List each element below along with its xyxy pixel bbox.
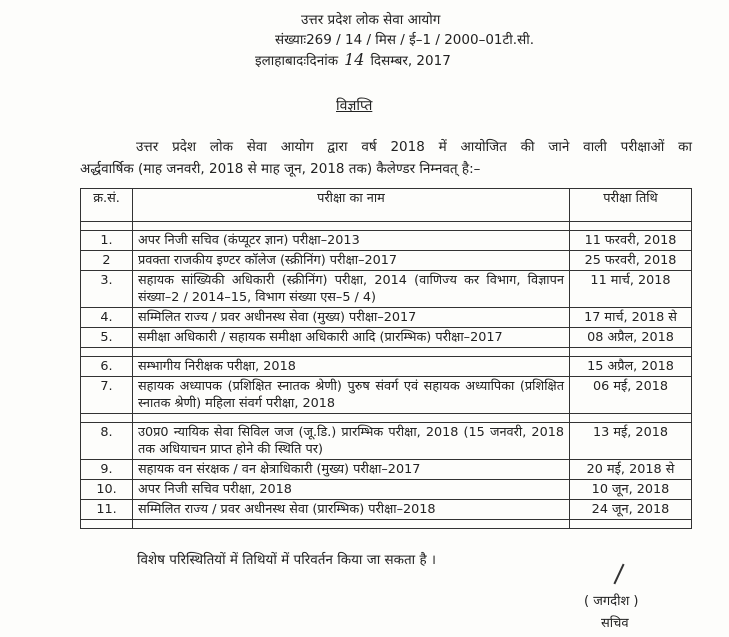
row-exam-name: समीक्षा अधिकारी / सहायक समीक्षा अधिकारी आदि (प्रारम्भिक) परीक्षा–2017 [133,328,570,348]
row-serial: 2 [81,251,133,271]
table-row [81,500,692,520]
row-exam-date: 13 मई, 2018 [570,423,692,460]
table-row [81,357,692,377]
spacer-row [81,348,692,357]
table-row [81,308,692,328]
row-exam-date: 25 फरवरी, 2018 [570,251,692,271]
row-exam-name: सहायक सांख्यिकी अधिकारी (स्क्रीनिंग) परीक्षा, 2014 (वाणिज्य कर विभाग, विज्ञापन संख्या–2 / 2014–15, विभाग संख्या एस–5 / 4) [133,271,570,308]
table-row [81,480,692,500]
row-exam-date: 11 मार्च, 2018 [570,271,692,308]
table-row [81,231,692,251]
row-serial: 11. [81,500,133,520]
header-serial: क्र.सं. [81,189,133,222]
date-prefix: इलाहाबादःदिनांक [255,53,339,69]
spacer-row [81,222,692,231]
table-row [81,377,692,414]
row-serial: 3. [81,271,133,308]
table-row [81,271,692,308]
row-exam-name: प्रवक्ता राजकीय इण्टर कॉलेज (स्क्रीनिंग) परीक्षा–2017 [133,251,570,271]
row-serial: 7. [81,377,133,414]
row-serial: 8. [81,423,133,460]
date-rest: दिसम्बर, 2017 [370,53,451,69]
signatory-designation: सचिव [601,616,629,631]
footer-note: विशेष परिस्थितियों में तिथियों में परिवर्तन किया जा सकता है । [137,552,437,568]
signatory-name: ( जगदीश ) [584,594,639,609]
row-exam-name: अपर निजी सचिव (कंप्यूटर ज्ञान) परीक्षा–2013 [133,231,570,251]
table-row [81,251,692,271]
table-row [81,328,692,348]
notice-title: विज्ञप्ति [336,98,373,114]
table-row [81,423,692,460]
row-exam-date: 24 जून, 2018 [570,500,692,520]
row-serial: 4. [81,308,133,328]
row-exam-name: सम्भागीय निरीक्षक परीक्षा, 2018 [133,357,570,377]
row-exam-date: 17 मार्च, 2018 से [570,308,692,328]
reference-number: संख्याः269 / 14 / मिस / ई–1 / 2000–01टी.सी. [275,32,534,48]
header-exam-name: परीक्षा का नाम [133,189,570,222]
row-exam-name: अपर निजी सचिव परीक्षा, 2018 [133,480,570,500]
row-exam-name: सम्मिलित राज्य / प्रवर अधीनस्थ सेवा (प्रारम्भिक) परीक्षा–2018 [133,500,570,520]
header-exam-date: परीक्षा तिथि [570,189,692,222]
row-exam-date: 08 अप्रैल, 2018 [570,328,692,348]
row-exam-date: 10 जून, 2018 [570,480,692,500]
row-serial: 5. [81,328,133,348]
row-exam-name: सहायक अध्यापक (प्रशिक्षित स्नातक श्रेणी) पुरुष संवर्ग एवं सहायक अध्यापिका (प्रशिक्षित स्नातक श्रेणी) महिला संवर्ग परीक्षा, 2018 [133,377,570,414]
row-exam-date: 06 मई, 2018 [570,377,692,414]
intro-line-2: अर्द्धवार्षिक (माह जनवरी, 2018 से माह जून, 2018 तक) कैलेण्डर निम्नवत् है:– [80,161,481,177]
row-exam-name: उ0प्र0 न्यायिक सेवा सिविल जज (जू.डि.) प्रारम्भिक परीक्षा, 2018 (15 जनवरी, 2018 तक अधियाचन प्राप्त होने की स्थिति पर) [133,423,570,460]
spacer-row [81,414,692,423]
row-serial: 10. [81,480,133,500]
row-exam-date: 15 अप्रैल, 2018 [570,357,692,377]
row-exam-name: सहायक वन संरक्षक / वन क्षेत्राधिकारी (मुख्य) परीक्षा–2017 [133,460,570,480]
table-header-row [81,189,692,222]
row-exam-date: 20 मई, 2018 से [570,460,692,480]
intro-paragraph [80,136,692,180]
signature-mark [613,564,624,585]
spacer-row [81,520,692,529]
intro-line-1: उत्तर प्रदेश लोक सेवा आयोग द्वारा वर्ष 2018 में आयोजित की जाने वाली परीक्षाओं का [136,139,692,155]
row-serial: 6. [81,357,133,377]
table-row [81,460,692,480]
row-serial: 9. [81,460,133,480]
row-serial: 1. [81,231,133,251]
org-name: उत्तर प्रदेश लोक सेवा आयोग [301,12,441,28]
row-exam-name: सम्मिलित राज्य / प्रवर अधीनस्थ सेवा (मुख्य) परीक्षा–2017 [133,308,570,328]
row-exam-date: 11 फरवरी, 2018 [570,231,692,251]
issue-date [255,50,451,71]
exam-calendar-table [80,188,692,529]
date-day-handwritten: 14 [344,50,365,69]
